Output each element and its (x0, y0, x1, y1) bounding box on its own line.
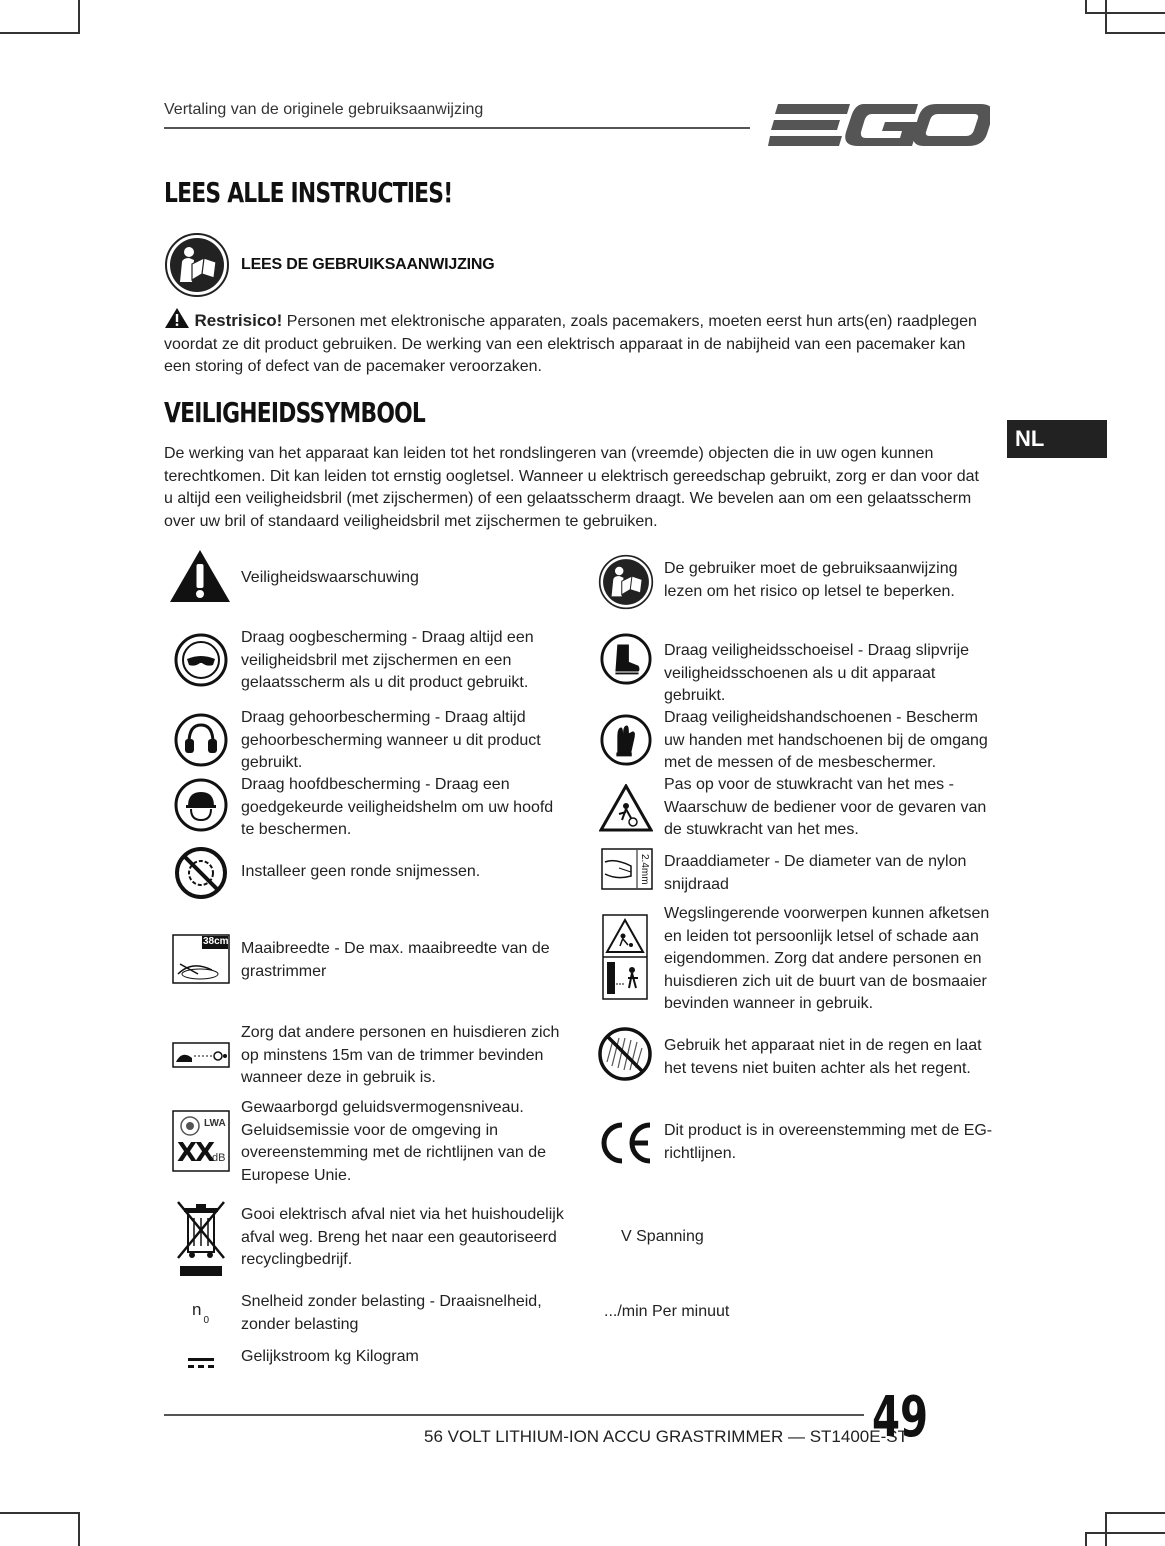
symbol-text-left: Veiligheidswaarschuwing (241, 569, 419, 586)
symbol-text-left: Gooi elektrisch afval niet via het huishoudelijk afval weg. Breng het naar een geautoriseerd recyclingbedrijf. (241, 1206, 564, 1268)
hearing-protection-icon (174, 713, 228, 772)
direct-current-icon (188, 1356, 214, 1374)
crop-mark (1105, 1512, 1165, 1514)
ego-logo (768, 100, 990, 159)
crop-mark (78, 1512, 80, 1546)
crop-mark (1105, 32, 1165, 34)
symbol-text-right: Dit product is in overeenstemming met de EG-richtlijnen. (664, 1122, 993, 1162)
crop-mark (1085, 12, 1165, 14)
symbol-text-left: Draag oogbescherming - Draag altijd een veiligheidsbril met zijschermen en een gelaatsscherm als u dit product gebruikt. (241, 629, 534, 691)
symbol-text-right: Draaddiameter - De diameter van de nylon snijdraad (664, 853, 967, 893)
symbol-text-left: Draag hoofdbescherming - Draag een goedgekeurde veiligheidshelm om uw hoofd te beschermen. (241, 776, 554, 838)
no-round-blades-icon (174, 846, 228, 905)
read-manual-icon (598, 554, 654, 615)
crop-mark (0, 32, 80, 34)
warning-triangle-icon (168, 548, 232, 609)
eye-protection-icon (174, 633, 228, 692)
no-load-speed-symbol: n (192, 1300, 202, 1319)
section-title-instructions: LEES ALLE INSTRUCTIES! (164, 176, 453, 209)
header-subtitle: Vertaling van de originele gebruiksaanwijzing (164, 101, 484, 118)
keep-distance-icon (172, 1042, 230, 1073)
line-diameter-label: 2.4mm (639, 854, 650, 885)
blade-thrust-icon (599, 784, 653, 837)
symbol-text-left: Zorg dat andere personen en huisdieren zich op minstens 15m van de trimmer bevinden wanneer deze in gebruik is. (241, 1024, 560, 1086)
safety-boots-icon (600, 633, 652, 690)
symbol-text-left: Installeer geen ronde snijmessen. (241, 863, 481, 880)
read-manual-icon (164, 232, 230, 303)
head-protection-icon (174, 778, 228, 837)
safety-intro-paragraph: De werking van het apparaat kan leiden tot het rondslingeren van (vreemde) objecten die in uw ogen kunnen terechtkomen. Dit kan leiden tot ernstig oogletsel. Wanneer u elektrisch gereedschap gebruikt, zorg er dan voor dat u altijd een veiligheidsbril (met zijschermen) of een gelaatsscherm draagt. We bevelen aan om een gelaatsscherm over uw bril of standaard veiligheidsbril met zijschermen te gebruiken. (164, 445, 979, 530)
crop-mark (78, 0, 80, 32)
symbol-text-right: Gebruik het apparaat niet in de regen en laat het tevens niet buiten achter als het regent. (664, 1037, 982, 1077)
section-title-safety-symbols: VEILIGHEIDSSYMBOOL (164, 396, 426, 429)
warning-bold-label: Restrisico! (194, 311, 283, 330)
language-tab: NL (1007, 420, 1107, 458)
symbol-text-right: Draag veiligheidsschoeisel - Draag slipvrije veiligheidsschoenen als u dit apparaat gebruikt. (664, 642, 970, 704)
sound-power-top-label: LWA (204, 1118, 226, 1129)
page-number: 49 (872, 1385, 929, 1450)
no-load-speed-icon (192, 1300, 210, 1326)
weee-bin-icon (174, 1200, 228, 1285)
warning-text: Personen met elektronische apparaten, zoals pacemakers, moeten eerst hun arts(en) raadplegen voordat ze dit product gebruiken. De werking van een elektrisch apparaat in de nabijheid van een pacemaker kan een storing of defect van de pacemaker veroorzaken. (164, 313, 977, 375)
ce-mark-icon (598, 1120, 654, 1171)
symbol-text-left: Gewaarborgd geluidsvermogensniveau. Geluidsemissie voor de omgeving in overeenstemming met de richtlijnen van de Europese Unie. (241, 1099, 547, 1184)
footer-product-title: 56 VOLT LITHIUM-ION ACCU GRASTRIMMER — ST1400E-ST (424, 1427, 908, 1446)
thrown-objects-icon (602, 914, 648, 1005)
per-minute-label: .../min Per minuut (604, 1303, 730, 1320)
symbol-text-right: Wegslingerende voorwerpen kunnen afketsen en leiden tot persoonlijk letsel of schade aan eigendommen. Zorg dat andere personen en huisdieren zich uit de buurt van de bosmaaier bevinden wanneer in gebruik. (664, 905, 990, 1012)
voltage-label: V Spanning (621, 1228, 704, 1245)
symbol-text-left: Snelheid zonder belasting - Draaisnelheid, zonder belasting (241, 1293, 542, 1333)
symbol-text-left: Gelijkstroom kg Kilogram (241, 1348, 419, 1365)
no-rain-icon (597, 1026, 653, 1087)
sound-power-unit: dB (212, 1152, 226, 1164)
crop-mark (1105, 1512, 1107, 1546)
cutting-width-icon (172, 934, 230, 989)
sound-power-label: XX (177, 1138, 214, 1168)
symbol-text-left: Draag gehoorbescherming - Draag altijd gehoorbescherming wanneer u dit product gebruikt. (241, 709, 541, 771)
footer-rule (164, 1414, 864, 1416)
read-manual-label: LEES DE GEBRUIKSAANWIJZING (241, 256, 495, 273)
crop-mark (1085, 1532, 1087, 1546)
residual-risk-paragraph (164, 307, 984, 379)
ego-logo-icon (768, 100, 990, 154)
symbol-text-right: Draag veiligheidshandschoenen - Bescherm uw handen met handschoenen bij de omgang met de messen of de mesbeschermer. (664, 709, 988, 771)
sound-power-icon (172, 1110, 230, 1177)
header-rule (164, 127, 750, 129)
warning-triangle-small-icon (164, 307, 190, 329)
crop-mark (1085, 1532, 1165, 1534)
symbol-text-right: Pas op voor de stuwkracht van het mes - Waarschuw de bediener voor de gevaren van de stuwkracht van het mes. (664, 776, 987, 838)
line-diameter-icon (601, 848, 653, 895)
crop-mark (1085, 0, 1087, 14)
safety-gloves-icon (600, 714, 652, 771)
symbol-text-right: De gebruiker moet de gebruiksaanwijzing lezen om het risico op letsel te beperken. (664, 560, 958, 600)
symbol-text-left: Maaibreedte - De max. maaibreedte van de grastrimmer (241, 940, 550, 980)
no-load-speed-subscript: 0 (203, 1315, 210, 1326)
crop-mark (0, 1512, 80, 1514)
crop-mark (1105, 0, 1107, 32)
cutting-width-label: 38cm (203, 936, 229, 947)
